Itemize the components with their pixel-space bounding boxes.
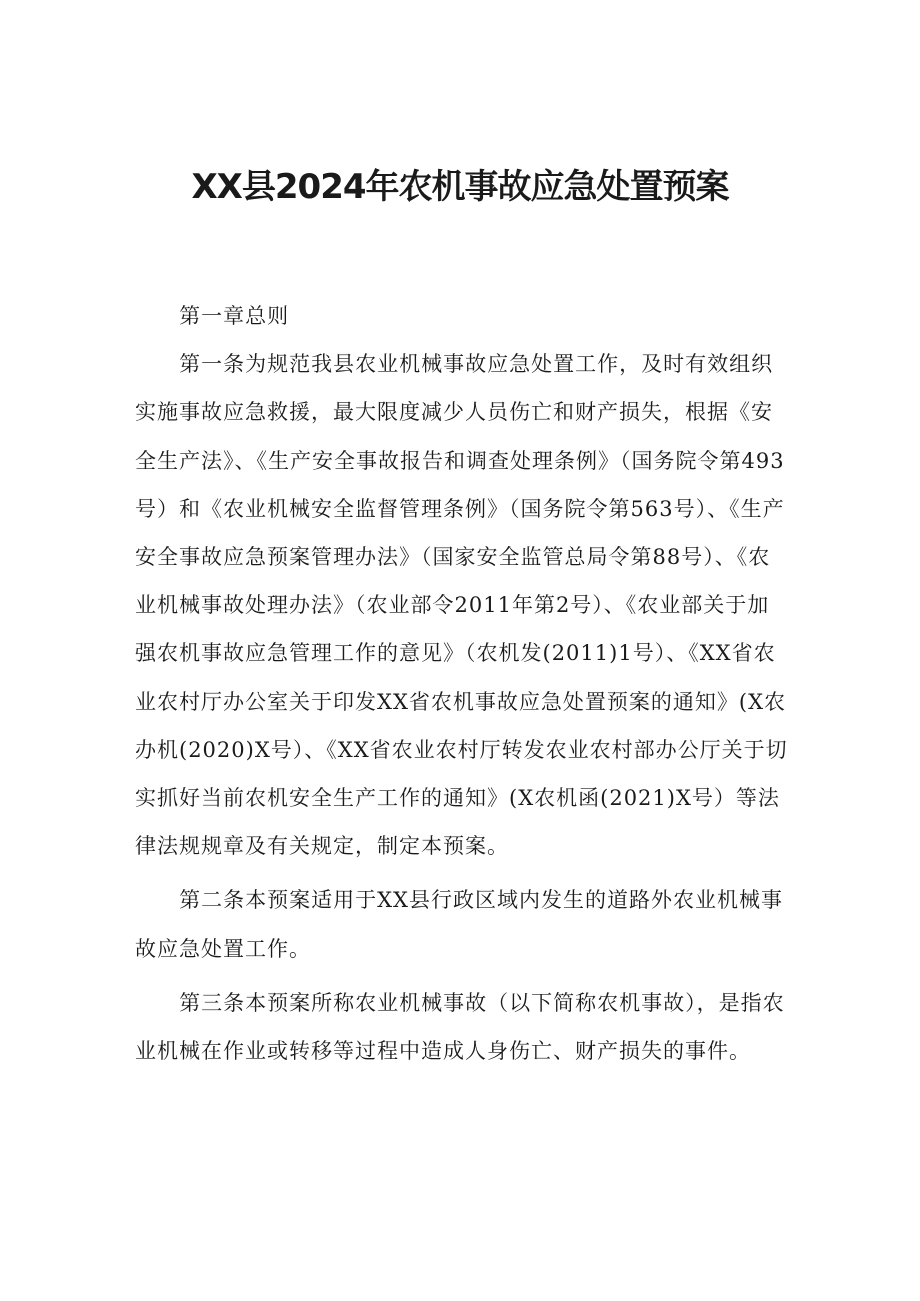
document-body <box>135 292 790 1075</box>
chapter-heading: 第一章总则 <box>179 304 290 328</box>
article-1: 第一条为规范我县农业机械事故应急处置工作，及时有效组织实施事故应急救援，最大限度减少人员伤亡和财产损失，根据《安全生产法》、《生产安全事故报告和调查处理条例》（国务院令第493号）和《农业机械安全监督管理条例》（国务院令第563号）、《生产安全事故应急预案管理办法》（国家安全监管总局令第88号）、《农业机械事故处理办法》（农业部令2011年第2号）、《农业部关于加强农机事故应急管理工作的意见》（农机发(2011)1号）、《XX省农业农村厅办公室关于印发XX省农机事故应急处置预案的通知》(X农办机(2020)X号）、《XX省农业农村厅转发农业农村部办公厅关于切实抓好当前农机安全生产工作的通知》(X农机函(2021)X号）等法律法规规章及有关规定，制定本预案。 <box>135 352 788 859</box>
article-2: 第二条本预案适用于XX县行政区域内发生的道路外农业机械事故应急处置工作。 <box>135 888 783 961</box>
article-3: 第三条本预案所称农业机械事故（以下简称农机事故），是指农业机械在作业或转移等过程中造成人身伤亡、财产损失的事件。 <box>135 990 785 1064</box>
document-title: XX县2024年农机事故应急处置预案 <box>191 167 729 207</box>
